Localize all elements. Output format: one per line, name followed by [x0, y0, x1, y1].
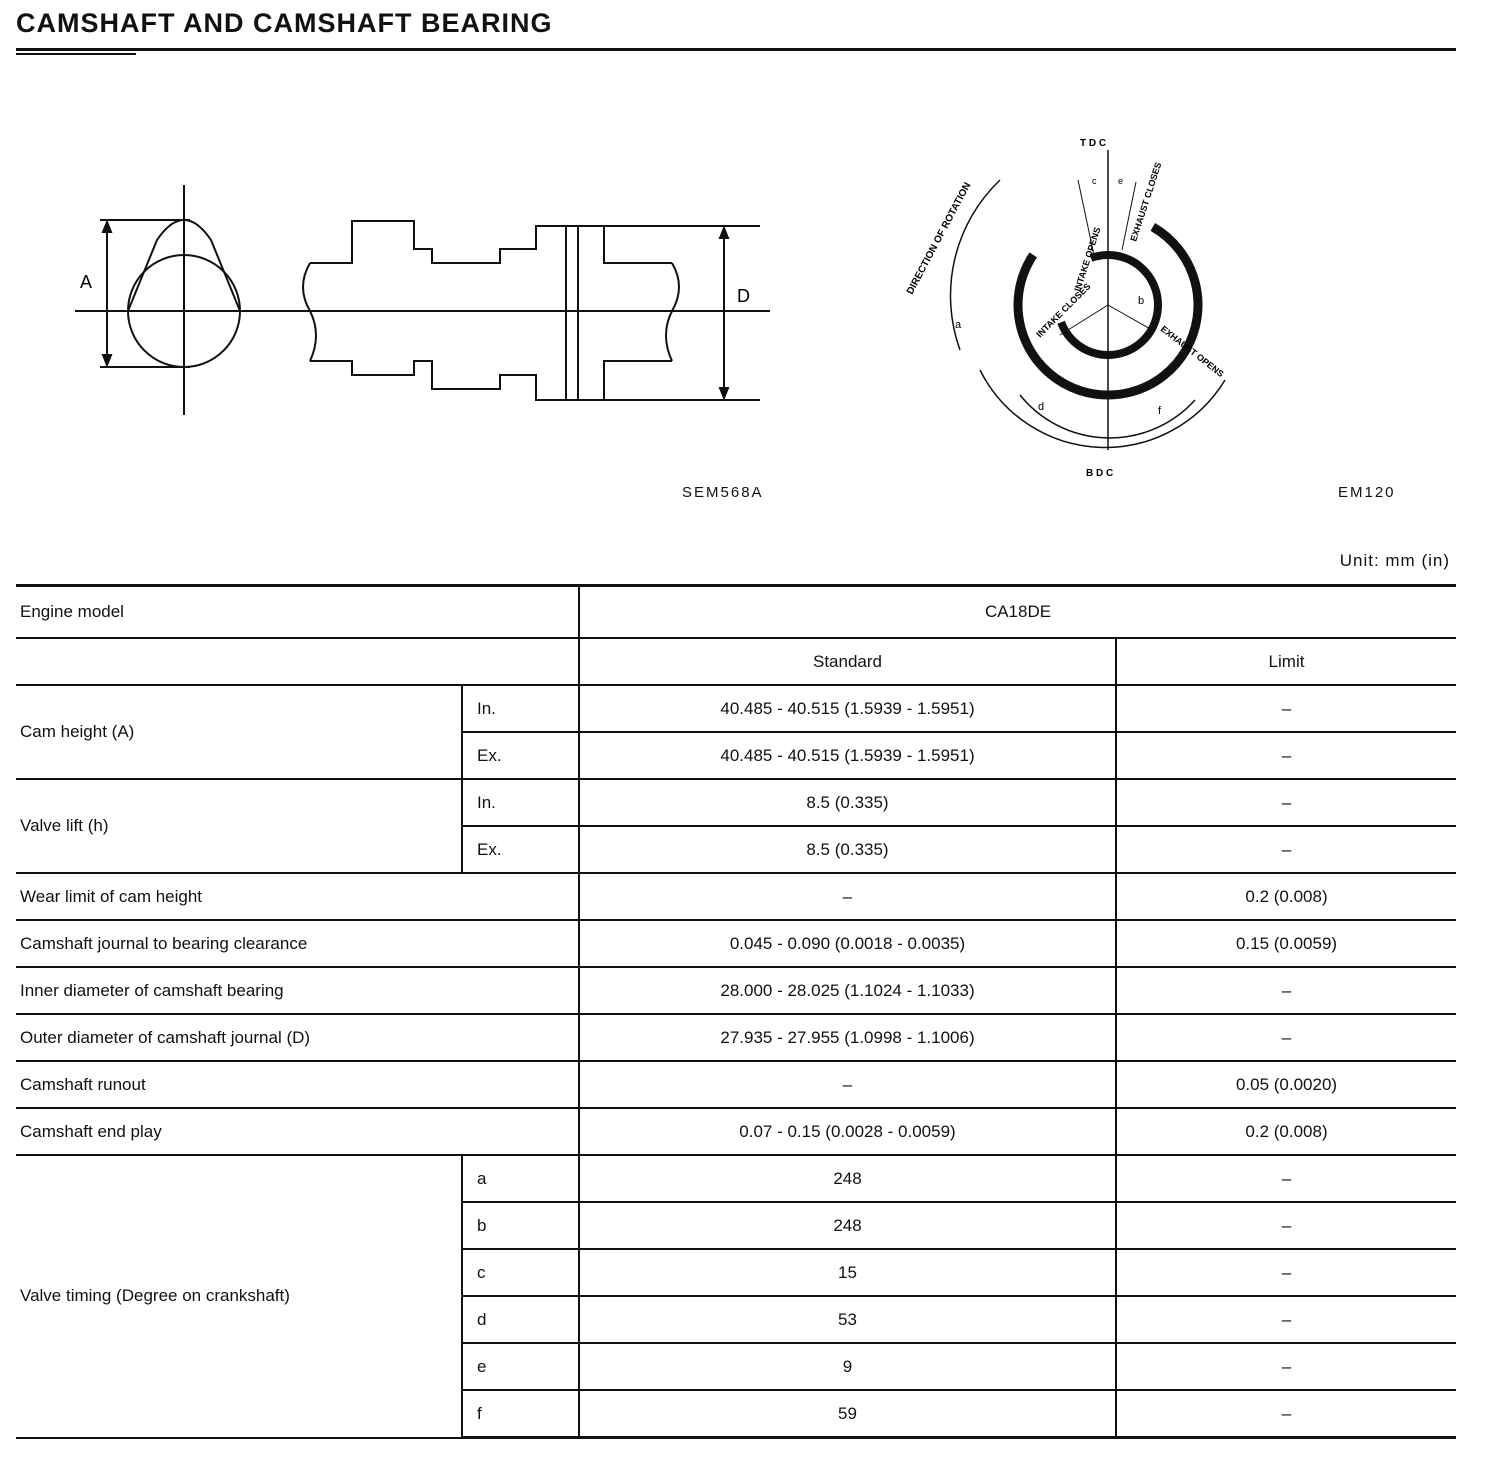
- engine-model-value: CA18DE: [579, 586, 1456, 639]
- table-row: [16, 1155, 1456, 1202]
- col-standard: Standard: [579, 638, 1116, 685]
- spec-standard: 28.000 - 28.025 (1.1024 - 1.1033): [579, 967, 1116, 1014]
- table-row: [16, 1061, 1456, 1108]
- exhaust-closes-label: EXHAUST CLOSES: [1128, 161, 1164, 243]
- col-limit: Limit: [1116, 638, 1456, 685]
- spec-standard: –: [579, 1061, 1116, 1108]
- cam-lobe-drawing: [75, 185, 770, 415]
- timing-letter-c: c: [1092, 176, 1097, 186]
- valve-timing-std: 248: [579, 1155, 1116, 1202]
- bdc-label: B D C: [1086, 468, 1114, 479]
- valve-timing-limit: –: [1116, 1155, 1456, 1202]
- spec-label: Camshaft runout: [16, 1061, 579, 1108]
- spec-standard: –: [579, 873, 1116, 920]
- valve-timing-key: d: [462, 1296, 579, 1343]
- cam-height-ex-label: Ex.: [462, 732, 579, 779]
- table-row: [16, 779, 1456, 826]
- valve-timing-limit: –: [1116, 1249, 1456, 1296]
- cam-height-in-label: In.: [462, 685, 579, 732]
- spec-limit: 0.15 (0.0059): [1116, 920, 1456, 967]
- spec-label: Inner diameter of camshaft bearing: [16, 967, 579, 1014]
- spec-table: [16, 584, 1456, 1439]
- page-title: CAMSHAFT AND CAMSHAFT BEARING: [16, 8, 553, 38]
- valve-timing-label: Valve timing (Degree on crankshaft): [16, 1155, 462, 1438]
- cam-height-ex-std: 40.485 - 40.515 (1.5939 - 1.5951): [579, 732, 1116, 779]
- spec-limit: 0.2 (0.008): [1116, 1108, 1456, 1155]
- valve-lift-in-label: In.: [462, 779, 579, 826]
- cam-height-label: Cam height (A): [16, 685, 462, 779]
- cam-height-ex-limit: –: [1116, 732, 1456, 779]
- valve-timing-key: e: [462, 1343, 579, 1390]
- valve-timing-std: 9: [579, 1343, 1116, 1390]
- spec-label: Wear limit of cam height: [16, 873, 579, 920]
- intake-closes-label: INTAKE CLOSES: [1034, 281, 1093, 340]
- valve-lift-label: Valve lift (h): [16, 779, 462, 873]
- spec-standard: 0.045 - 0.090 (0.0018 - 0.0035): [579, 920, 1116, 967]
- valve-timing-std: 59: [579, 1390, 1116, 1438]
- valve-timing-limit: –: [1116, 1202, 1456, 1249]
- valve-timing-std: 53: [579, 1296, 1116, 1343]
- timing-letter-f: f: [1158, 405, 1162, 417]
- spec-limit: 0.2 (0.008): [1116, 873, 1456, 920]
- exhaust-opens-label: EXHAUST OPENS: [1158, 323, 1226, 379]
- spec-limit: –: [1116, 967, 1456, 1014]
- timing-letter-a: a: [955, 319, 962, 331]
- spec-standard: 27.935 - 27.955 (1.0998 - 1.1006): [579, 1014, 1116, 1061]
- spec-label: Camshaft journal to bearing clearance: [16, 920, 579, 967]
- valve-timing-key: f: [462, 1390, 579, 1438]
- timing-letter-e: e: [1118, 176, 1124, 186]
- table-row: [16, 1108, 1456, 1155]
- table-row: [16, 873, 1456, 920]
- cam-height-in-limit: –: [1116, 685, 1456, 732]
- engine-model-label: Engine model: [16, 586, 579, 639]
- empty-header-cell: [16, 638, 579, 685]
- valve-lift-ex-label: Ex.: [462, 826, 579, 873]
- valve-timing-key: a: [462, 1155, 579, 1202]
- cam-height-in-std: 40.485 - 40.515 (1.5939 - 1.5951): [579, 685, 1116, 732]
- table-row: [16, 638, 1456, 685]
- table-row: [16, 586, 1456, 639]
- intake-opens-label: INTAKE OPENS: [1072, 225, 1103, 293]
- label-d: D: [737, 286, 750, 306]
- table-row: [16, 967, 1456, 1014]
- tdc-label: T D C: [1080, 138, 1107, 149]
- label-a: A: [80, 272, 93, 292]
- valve-lift-in-std: 8.5 (0.335): [579, 779, 1116, 826]
- valve-timing-key: c: [462, 1249, 579, 1296]
- spec-limit: 0.05 (0.0020): [1116, 1061, 1456, 1108]
- table-row: [16, 1014, 1456, 1061]
- valve-lift-ex-limit: –: [1116, 826, 1456, 873]
- valve-lift-in-limit: –: [1116, 779, 1456, 826]
- valve-timing-key: b: [462, 1202, 579, 1249]
- timing-letter-b: b: [1138, 295, 1145, 307]
- spec-label: Outer diameter of camshaft journal (D): [16, 1014, 579, 1061]
- valve-timing-limit: –: [1116, 1296, 1456, 1343]
- timing-letter-d: d: [1038, 401, 1045, 413]
- valve-timing-limit: –: [1116, 1390, 1456, 1438]
- valve-lift-ex-std: 8.5 (0.335): [579, 826, 1116, 873]
- figure-caption-left: SEM568A: [682, 484, 764, 501]
- unit-label: Unit: mm (in): [1339, 551, 1450, 570]
- spec-standard: 0.07 - 0.15 (0.0028 - 0.0059): [579, 1108, 1116, 1155]
- spec-limit: –: [1116, 1014, 1456, 1061]
- table-row: [16, 685, 1456, 732]
- spec-label: Camshaft end play: [16, 1108, 579, 1155]
- camshaft-figure: [0, 0, 800, 520]
- valve-timing-limit: –: [1116, 1343, 1456, 1390]
- direction-label: DIRECTION OF ROTATION: [904, 180, 974, 297]
- table-row: [16, 920, 1456, 967]
- figure-caption-right: EM120: [1338, 484, 1396, 501]
- valve-timing-std: 248: [579, 1202, 1116, 1249]
- valve-timing-std: 15: [579, 1249, 1116, 1296]
- timing-arcs: [951, 150, 1231, 450]
